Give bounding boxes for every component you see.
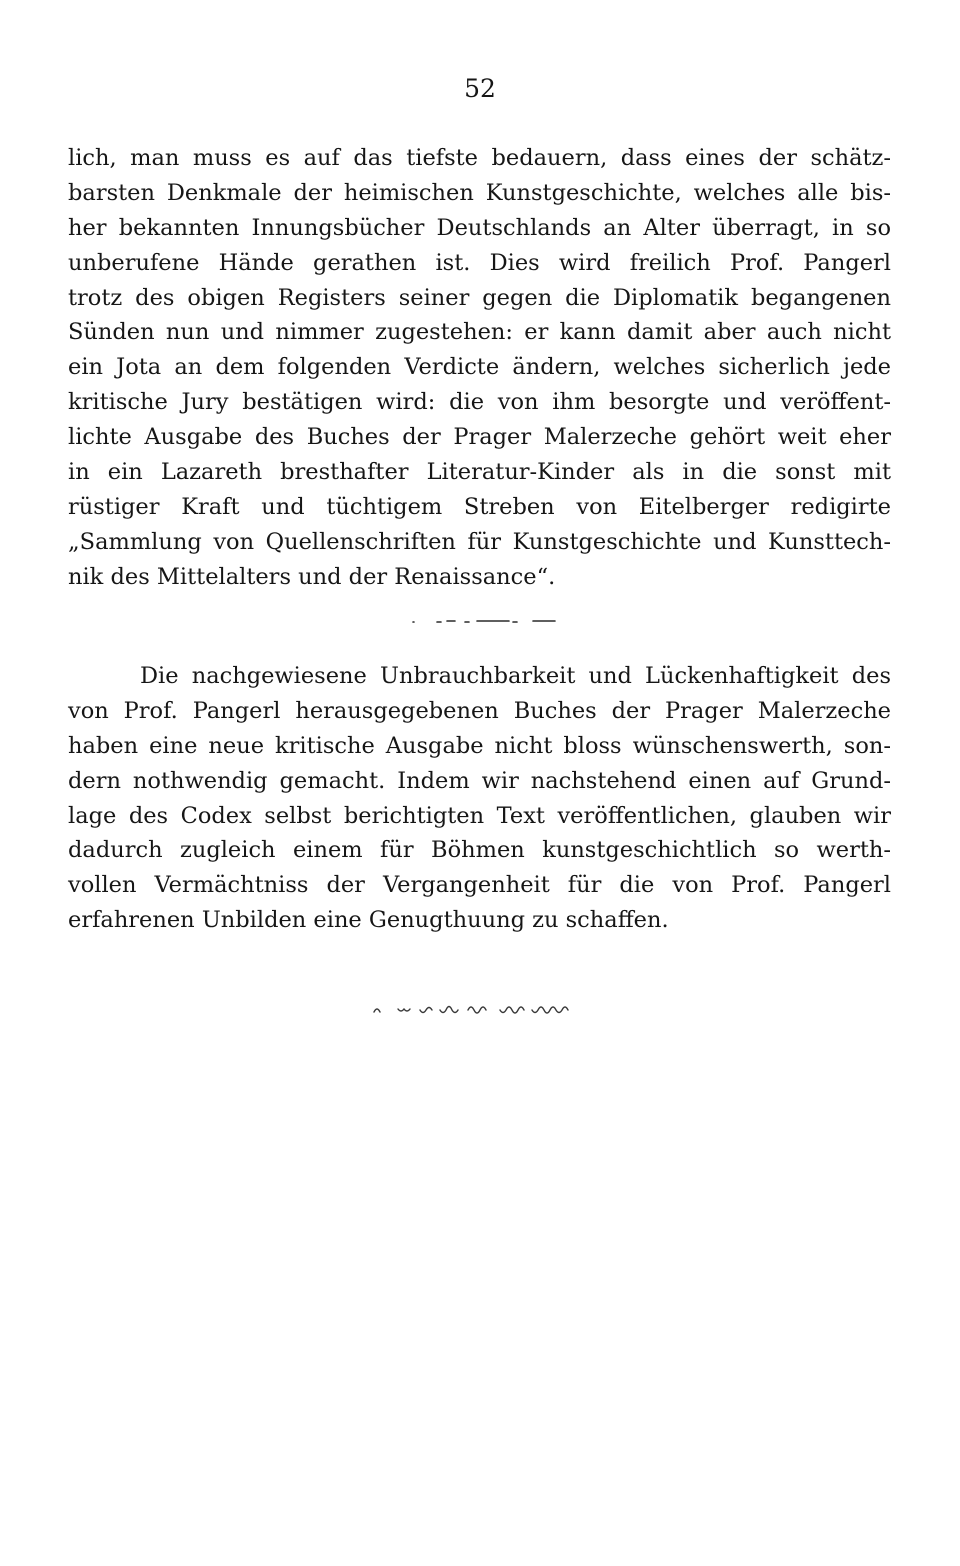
- text-line: „Sammlung von Quellenschriften für Kunstgeschichte und Kunsttech-: [68, 528, 891, 555]
- text-line: lage des Codex selbst berichtigten Text veröffentlichen, glauben wir: [68, 802, 891, 829]
- text-line: vollen Vermächtniss der Vergangenheit für die von Prof. Pangerl: [68, 872, 891, 899]
- paragraph-1: [68, 141, 891, 595]
- text-line: unberufene Hände gerathen ist. Dies wird freilich Prof. Pangerl: [68, 249, 891, 276]
- text-line: haben eine neue kritische Ausgabe nicht bloss wünschenswerth, son-: [68, 732, 891, 759]
- text-line: von Prof. Pangerl herausgegebenen Buches der Prager Malerzeche: [68, 697, 891, 724]
- text-line: kritische Jury bestätigen wird: die von ihm besorgte und veröffent-: [68, 389, 891, 416]
- page-number: 52: [464, 74, 496, 103]
- text-line: Die nachgewiesene Unbrauchbarkeit und Lückenhaftigkeit des: [140, 663, 891, 689]
- text-line: lichte Ausgabe des Buches der Prager Malerzeche gehört weit eher: [68, 424, 891, 451]
- text-line: trotz des obigen Registers seiner gegen die Diplomatik begangenen: [68, 284, 891, 311]
- text-line: dadurch zugleich einem für Böhmen kunstgeschichtlich so werth-: [68, 837, 891, 864]
- text-line: barsten Denkmale der heimischen Kunstgeschichte, welches alle bis-: [68, 179, 891, 206]
- text-line: erfahrenen Unbilden eine Genugthuung zu schaffen.: [68, 907, 669, 934]
- text-line: her bekannten Innungsbücher Deutschlands an Alter überragt, in so: [68, 214, 891, 241]
- text-line: lich, man muss es auf das tiefste bedauern, dass eines der schätz-: [68, 145, 891, 171]
- text-line: in ein Lazareth bresthafter Literatur-Kinder als in die sonst mit: [68, 459, 891, 486]
- text-line: rüstiger Kraft und tüchtigem Streben von Eitelberger redigirte: [68, 493, 891, 520]
- text-line: Sünden nun und nimmer zugestehen: er kann damit aber auch nicht: [68, 319, 891, 346]
- section-divider: [405, 612, 565, 628]
- end-ornament: [370, 1000, 590, 1020]
- text-line: dern nothwendig gemacht. Indem wir nachstehend einen auf Grund-: [68, 767, 891, 794]
- text-line: nik des Mittelalters und der Renaissance“.: [68, 563, 556, 590]
- text-line: ein Jota an dem folgenden Verdicte ändern, welches sicherlich jede: [68, 354, 891, 381]
- paragraph-2: [68, 659, 891, 938]
